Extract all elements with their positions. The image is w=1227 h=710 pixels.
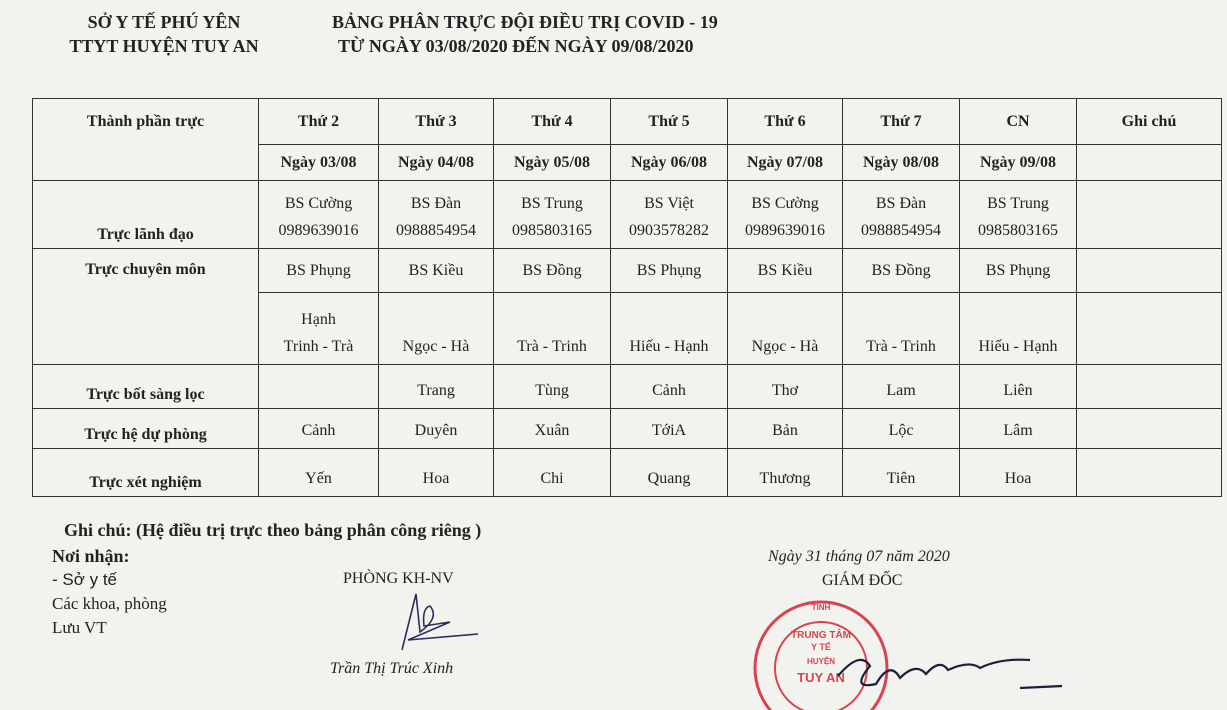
duty-cell bbox=[494, 249, 611, 293]
seal-text: HUYỆN bbox=[806, 657, 836, 666]
duty-cell bbox=[960, 449, 1077, 497]
duty-cell-line: 0988854954 bbox=[861, 222, 941, 239]
duty-cell bbox=[494, 293, 611, 365]
seal-text: TRUNG TÂM bbox=[791, 630, 851, 641]
duty-cell bbox=[379, 293, 494, 365]
duty-cell-line: BS Đồng bbox=[871, 262, 931, 279]
duty-cell bbox=[379, 181, 494, 249]
day-name-cell: Thứ 5 bbox=[611, 99, 728, 145]
duty-cell bbox=[611, 449, 728, 497]
duty-cell bbox=[494, 409, 611, 449]
duty-cell bbox=[259, 293, 379, 365]
org-line-2: TTYT HUYỆN TUY AN bbox=[69, 36, 259, 56]
duty-cell-line: Cảnh bbox=[301, 422, 336, 439]
duty-cell bbox=[259, 449, 379, 497]
row-label: Trực xét nghiệm bbox=[33, 449, 259, 497]
duty-cell-line: Tùng bbox=[535, 382, 569, 399]
duty-cell-line: 0989639016 bbox=[745, 222, 825, 239]
duty-cell bbox=[843, 409, 960, 449]
duty-cell-line: Liên bbox=[1003, 382, 1033, 399]
duty-cell bbox=[960, 409, 1077, 449]
day-name-cell: CN bbox=[960, 99, 1077, 145]
date-cell: Ngày 09/08 bbox=[960, 145, 1077, 181]
director-title: GIÁM ĐỐC bbox=[822, 572, 903, 589]
duty-cell bbox=[259, 365, 379, 409]
date-cell: Ngày 03/08 bbox=[259, 145, 379, 181]
recipient-item: - Sở y tế bbox=[52, 570, 117, 589]
duty-cell-line: Lộc bbox=[888, 422, 914, 439]
duty-cell-line: 0985803165 bbox=[978, 222, 1058, 239]
duty-cell bbox=[843, 365, 960, 409]
day-name-cell: Thứ 7 bbox=[843, 99, 960, 145]
duty-cell-line: 0988854954 bbox=[396, 222, 476, 239]
notes-cell bbox=[1077, 449, 1222, 497]
duty-cell bbox=[611, 293, 728, 365]
recipients-block bbox=[52, 544, 167, 640]
duty-cell-line: Xuân bbox=[534, 422, 570, 439]
duty-cell bbox=[728, 181, 843, 249]
duty-cell-line: BS Đàn bbox=[875, 195, 927, 212]
duty-cell bbox=[611, 249, 728, 293]
duty-cell-line: Lâm bbox=[1003, 422, 1033, 439]
duty-cell-line: Hoa bbox=[1004, 470, 1032, 487]
table-row bbox=[33, 249, 1222, 293]
org-header bbox=[34, 10, 294, 58]
seal-text: TỈNH bbox=[811, 603, 831, 612]
duty-cell-line: BS Kiều bbox=[408, 262, 464, 279]
department-label: PHÒNG KH-NV bbox=[343, 570, 454, 587]
duty-cell-line: BS Kiều bbox=[757, 262, 813, 279]
table-row bbox=[33, 181, 1222, 249]
duty-cell-line: TớiA bbox=[651, 422, 687, 439]
notes-cell bbox=[1077, 293, 1222, 365]
row-label: Trực hệ dự phòng bbox=[33, 409, 259, 449]
table-row bbox=[33, 409, 1222, 449]
duty-cell-line: BS Phụng bbox=[985, 262, 1051, 279]
recipients-title: Nơi nhận: bbox=[52, 546, 130, 566]
day-name-cell: Thứ 4 bbox=[494, 99, 611, 145]
duty-cell-line: Hạnh bbox=[301, 311, 336, 328]
duty-cell-line: Yến bbox=[305, 470, 332, 487]
row-label: Trực chuyên môn bbox=[33, 249, 259, 365]
date-cell: Ngày 04/08 bbox=[379, 145, 494, 181]
notes-cell bbox=[1077, 409, 1222, 449]
signature-2 bbox=[830, 640, 1070, 700]
signature-1 bbox=[380, 588, 490, 658]
row-label: Trực bốt sàng lọc bbox=[33, 365, 259, 409]
table-row bbox=[33, 449, 1222, 497]
notes-header: Ghi chú bbox=[1077, 99, 1222, 145]
duty-cell-line: BS Cường bbox=[751, 195, 819, 212]
duty-roster-table bbox=[32, 98, 1222, 497]
duty-cell-line: BS Trung bbox=[987, 195, 1049, 212]
duty-cell-line: BS Phụng bbox=[636, 262, 702, 279]
duty-cell-line: Trinh - Trà bbox=[283, 338, 354, 355]
duty-cell bbox=[728, 365, 843, 409]
duty-cell-line: Hiếu - Hạnh bbox=[978, 338, 1058, 355]
signer-1-name: Trần Thị Trúc Xinh bbox=[330, 660, 454, 677]
duty-cell bbox=[611, 365, 728, 409]
duty-cell bbox=[379, 249, 494, 293]
duty-cell-line: 0985803165 bbox=[512, 222, 592, 239]
duty-cell bbox=[843, 293, 960, 365]
duty-cell-line: BS Việt bbox=[644, 195, 694, 212]
day-name-cell: Thứ 3 bbox=[379, 99, 494, 145]
sign-date: Ngày 31 tháng 07 năm 2020 bbox=[768, 548, 950, 565]
seal-text: Y TẾ bbox=[811, 642, 831, 652]
duty-cell-line: Ngọc - Hà bbox=[402, 338, 470, 355]
duty-cell bbox=[259, 409, 379, 449]
duty-cell-line: Thơ bbox=[771, 382, 799, 399]
table-row bbox=[33, 365, 1222, 409]
seal-text: TUY AN bbox=[797, 670, 845, 685]
title-line-2: TỪ NGÀY 03/08/2020 ĐẾN NGÀY 09/08/2020 bbox=[338, 36, 694, 56]
recipient-item: Các khoa, phòng bbox=[52, 594, 167, 613]
document-title bbox=[330, 10, 870, 58]
duty-cell-line: Ngọc - Hà bbox=[751, 338, 819, 355]
duty-cell bbox=[259, 181, 379, 249]
duty-cell-line: Thương bbox=[759, 470, 811, 487]
duty-cell-line: Trang bbox=[417, 382, 455, 399]
date-cell: Ngày 08/08 bbox=[843, 145, 960, 181]
footer-note: Ghi chú: (Hệ điều trị trực theo bảng phân công riêng ) bbox=[64, 520, 482, 540]
duty-cell-line: BS Cường bbox=[284, 195, 353, 212]
duty-cell-line: Trà - Trinh bbox=[866, 338, 936, 355]
duty-cell bbox=[728, 449, 843, 497]
duty-cell bbox=[728, 293, 843, 365]
notes-cell bbox=[1077, 145, 1222, 181]
duty-cell-line: Bản bbox=[772, 422, 798, 439]
row-label: Trực lãnh đạo bbox=[33, 181, 259, 249]
duty-cell-line: Hiếu - Hạnh bbox=[629, 338, 709, 355]
date-cell: Ngày 05/08 bbox=[494, 145, 611, 181]
duty-cell-line: Chi bbox=[540, 470, 564, 487]
duty-cell bbox=[494, 365, 611, 409]
duty-cell-line: Duyên bbox=[414, 422, 458, 439]
duty-cell-line: 0989639016 bbox=[278, 222, 359, 239]
duty-cell-line: Hoa bbox=[422, 470, 450, 487]
notes-cell bbox=[1077, 365, 1222, 409]
duty-cell bbox=[259, 249, 379, 293]
duty-cell-line: BS Đàn bbox=[410, 195, 462, 212]
duty-cell bbox=[960, 293, 1077, 365]
duty-cell bbox=[843, 249, 960, 293]
duty-cell bbox=[960, 365, 1077, 409]
recipient-item: Lưu VT bbox=[52, 618, 107, 637]
date-cell: Ngày 06/08 bbox=[611, 145, 728, 181]
duty-cell-line: Tiên bbox=[886, 470, 916, 487]
duty-cell-line: Cảnh bbox=[652, 382, 686, 399]
duty-cell bbox=[960, 249, 1077, 293]
duty-cell-line: Trà - Trinh bbox=[517, 338, 587, 355]
duty-cell bbox=[611, 409, 728, 449]
duty-cell bbox=[494, 181, 611, 249]
corner-header: Thành phần trực bbox=[33, 99, 259, 181]
notes-cell bbox=[1077, 249, 1222, 293]
duty-cell-line: BS Trung bbox=[521, 195, 583, 212]
duty-cell-line: Quang bbox=[647, 470, 691, 487]
org-line-1: SỞ Y TẾ PHÚ YÊN bbox=[87, 12, 241, 32]
duty-cell-line: 0903578282 bbox=[629, 222, 709, 239]
header-row bbox=[33, 99, 1222, 145]
duty-cell bbox=[960, 181, 1077, 249]
duty-cell bbox=[379, 365, 494, 409]
duty-cell bbox=[843, 181, 960, 249]
duty-cell bbox=[728, 249, 843, 293]
date-cell: Ngày 07/08 bbox=[728, 145, 843, 181]
duty-cell bbox=[843, 449, 960, 497]
title-line-1: BẢNG PHÂN TRỰC ĐỘI ĐIỀU TRỊ COVID - 19 bbox=[332, 12, 718, 32]
duty-cell bbox=[611, 181, 728, 249]
notes-cell bbox=[1077, 181, 1222, 249]
duty-cell bbox=[494, 449, 611, 497]
day-name-cell: Thứ 2 bbox=[259, 99, 379, 145]
duty-cell-line: Lam bbox=[886, 382, 916, 399]
duty-cell bbox=[728, 409, 843, 449]
day-name-cell: Thứ 6 bbox=[728, 99, 843, 145]
duty-cell-line: BS Phụng bbox=[286, 262, 351, 279]
duty-cell bbox=[379, 449, 494, 497]
duty-cell-line: BS Đồng bbox=[522, 262, 582, 279]
duty-cell bbox=[379, 409, 494, 449]
